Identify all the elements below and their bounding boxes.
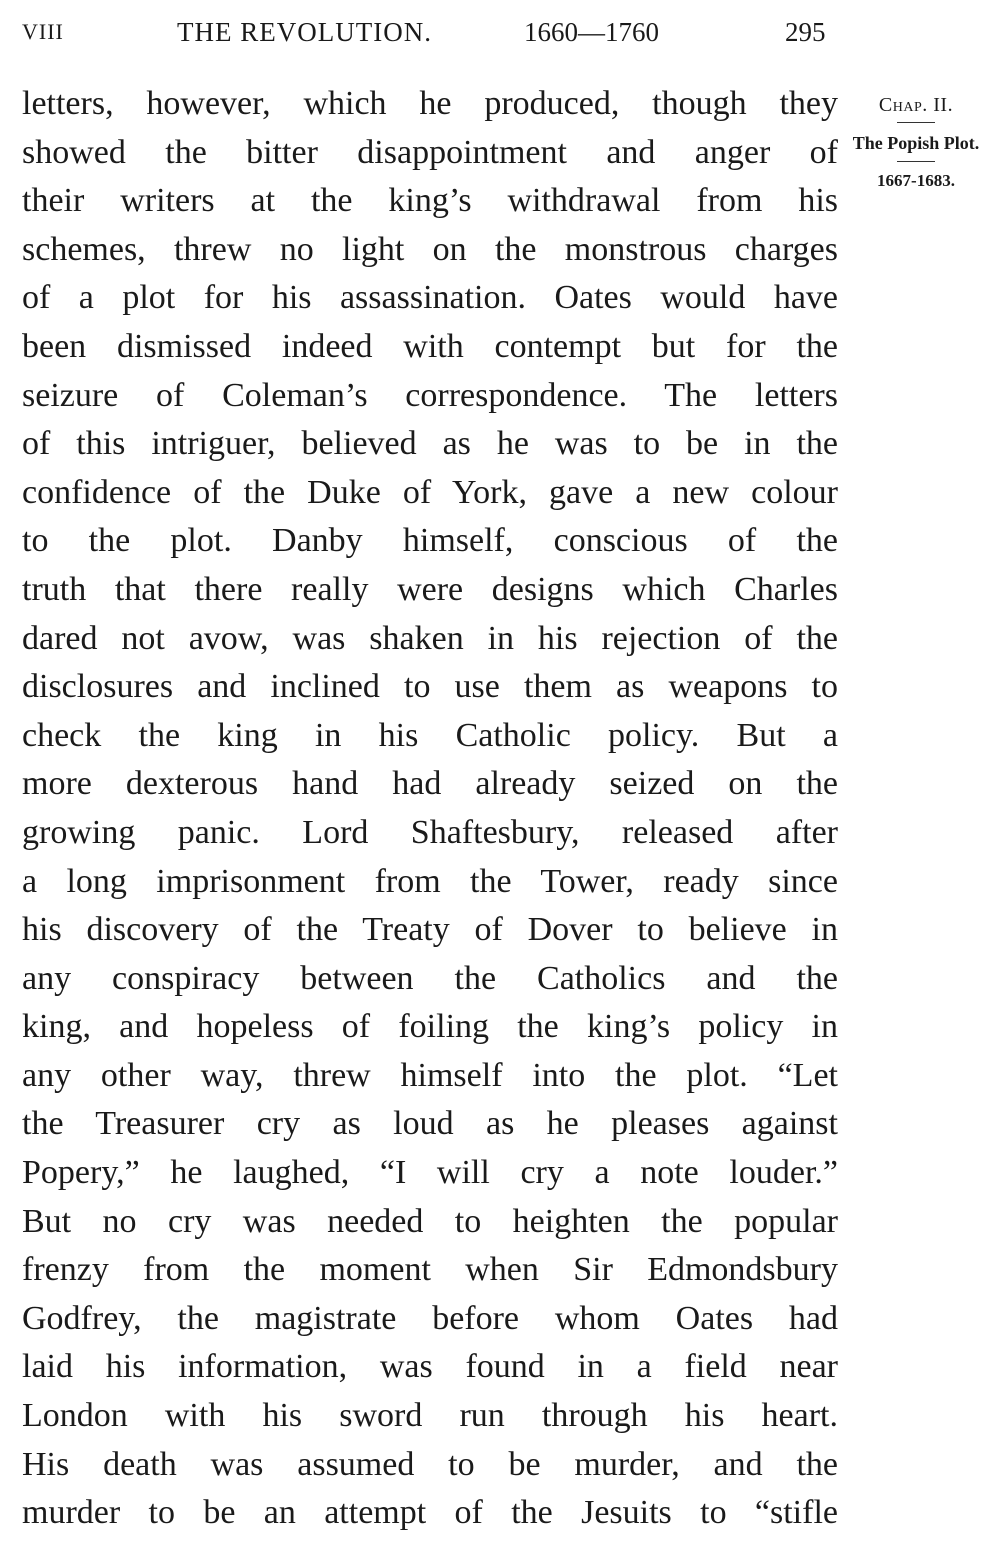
chapter-numeral: VIII — [22, 19, 64, 44]
margin-rule — [897, 122, 935, 123]
margin-years: 1667-1683. — [877, 171, 955, 190]
body-text — [22, 80, 838, 1538]
text-line: a long imprisonment from the Tower, ready since — [22, 862, 838, 900]
text-line: showed the bitter disappointment and anger of — [22, 133, 838, 171]
text-line: Popery,” he laughed, “I will cry a note louder.” — [22, 1154, 838, 1192]
text-line: king, and hopeless of foiling the king’s policy in — [22, 1008, 838, 1046]
text-line: the Treasurer cry as loud as he pleases against — [22, 1105, 838, 1143]
text-line: more dexterous hand had already seized on the — [22, 765, 838, 803]
margin-rule — [897, 161, 935, 162]
text-line: But no cry was needed to heighten the popular — [22, 1202, 838, 1240]
text-line: their writers at the king’s withdrawal from his — [22, 182, 838, 220]
marginal-note — [848, 88, 984, 194]
text-line: disclosures and inclined to use them as weapons to — [22, 668, 838, 706]
text-line: murder to be an attempt of the Jesuits to “stifle — [22, 1494, 838, 1532]
text-line: to the plot. Danby himself, conscious of the — [22, 522, 838, 560]
text-line: growing panic. Lord Shaftesbury, released after — [22, 813, 838, 851]
margin-chapter: Chap. II. — [878, 94, 954, 116]
text-line: Godfrey, the magistrate before whom Oates had — [22, 1299, 838, 1337]
page-number: 295 — [785, 17, 826, 47]
text-line: any other way, threw himself into the plot. “Let — [22, 1056, 838, 1094]
text-line: seizure of Coleman’s correspondence. The letters — [22, 376, 838, 414]
text-line: of a plot for his assassination. Oates would have — [22, 279, 838, 317]
text-line: his discovery of the Treaty of Dover to believe in — [22, 911, 838, 949]
text-line: laid his information, was found in a field near — [22, 1348, 838, 1386]
text-line: confidence of the Duke of York, gave a new colour — [22, 473, 838, 511]
text-line: dared not avow, was shaken in his rejection of the — [22, 619, 838, 657]
text-line: frenzy from the moment when Sir Edmondsbury — [22, 1251, 838, 1289]
text-line: London with his sword run through his heart. — [22, 1397, 838, 1435]
text-line: been dismissed indeed with contempt but for the — [22, 327, 838, 365]
text-line: schemes, threw no light on the monstrous charges — [22, 230, 838, 268]
running-title: THE REVOLUTION. — [177, 17, 432, 47]
margin-subject: The Popish Plot. — [852, 133, 980, 153]
text-line: letters, however, which he produced, though they — [22, 85, 838, 122]
text-line: any conspiracy between the Catholics and the — [22, 959, 838, 997]
text-line: check the king in his Catholic policy. But a — [22, 716, 838, 754]
text-line: of this intriguer, believed as he was to be in the — [22, 425, 838, 463]
running-head — [22, 12, 837, 52]
text-line: truth that there really were designs which Charles — [22, 570, 838, 608]
running-dates: 1660—1760 — [524, 17, 659, 47]
text-line: His death was assumed to be murder, and the — [22, 1445, 838, 1483]
